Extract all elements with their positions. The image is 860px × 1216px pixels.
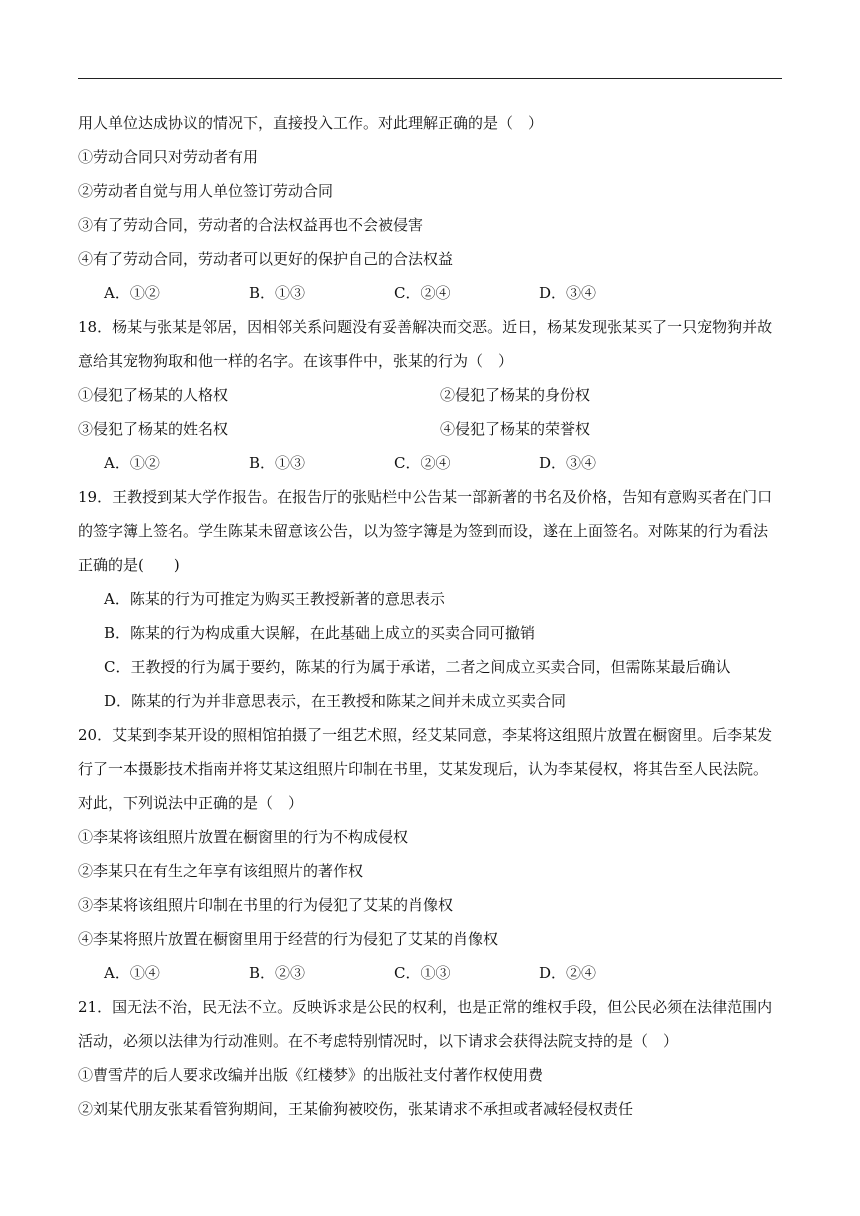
- option-c: C．王教授的行为属于要约，陈某的行为属于承诺，二者之间成立买卖合同，但需陈某最后确认: [104, 658, 731, 676]
- question-stem: 20．艾某到李某开设的照相馆拍摄了一组艺术照，经艾某同意，李某将这组照片放置在橱窗里。后李某发: [78, 726, 773, 744]
- option-c: C．①③: [394, 964, 451, 982]
- answer-options: [78, 446, 788, 480]
- option-a: A．陈某的行为可推定为购买王教授新著的意思表示: [104, 590, 445, 608]
- statement-row: [78, 378, 788, 412]
- question-stem: 正确的是( ): [78, 556, 180, 574]
- question-stem: 意给其宠物狗取和他一样的名字。在该事件中，张某的行为（ ）: [78, 352, 514, 370]
- statement-item: ②侵犯了杨某的身份权: [440, 386, 591, 404]
- question-stem: 用人单位达成协议的情况下，直接投入工作。对此理解正确的是（ ）: [78, 114, 544, 132]
- question-17: [78, 106, 788, 310]
- question-stem: 行了一本摄影技术指南并将艾某这组照片印制在书里，艾某发现后，认为李某侵权，将其告至人民法院。: [78, 760, 769, 778]
- question-stem: 活动，必须以法律为行动准则。在不考虑特别情况时，以下请求会获得法院支持的是（ ）: [78, 1032, 679, 1050]
- question-stem: 19．王教授到某大学作报告。在报告厅的张贴栏中公告某一部新著的书名及价格，告知有意购买者在门口: [78, 488, 773, 506]
- statement-item: ④李某将照片放置在橱窗里用于经营的行为侵犯了艾某的肖像权: [78, 930, 499, 948]
- question-20: [78, 718, 788, 990]
- statement-item: ①劳动合同只对劳动者有用: [78, 148, 259, 166]
- statement-item: ①曹雪芹的后人要求改编并出版《红楼梦》的出版社支付著作权使用费: [78, 1066, 544, 1084]
- answer-options: [78, 276, 788, 310]
- question-stem: 18．杨某与张某是邻居，因相邻关系问题没有妥善解决而交恶。近日，杨某发现张某买了一只宠物狗并故: [78, 318, 773, 336]
- statement-item: ③有了劳动合同，劳动者的合法权益再也不会被侵害: [78, 216, 424, 234]
- option-b: B．②③: [249, 964, 306, 982]
- option-a: A．①②: [104, 454, 160, 472]
- statement-item: ①李某将该组照片放置在橱窗里的行为不构成侵权: [78, 828, 409, 846]
- option-a: A．①②: [104, 284, 160, 302]
- exam-page: [78, 106, 788, 1126]
- option-b: B．①③: [249, 284, 306, 302]
- option-c: C．②④: [394, 454, 451, 472]
- statement-item: ③侵犯了杨某的姓名权: [78, 420, 229, 438]
- option-d: D．③④: [539, 454, 597, 472]
- question-19: [78, 480, 788, 718]
- question-21: [78, 990, 788, 1126]
- statement-item: ②刘某代朋友张某看管狗期间，王某偷狗被咬伤，张某请求不承担或者减轻侵权责任: [78, 1100, 634, 1118]
- question-stem: 的签字簿上签名。学生陈某未留意该公告，以为签字簿是为签到而设，遂在上面签名。对陈某的行为看法: [78, 522, 769, 540]
- question-stem: 21．国无法不治，民无法不立。反映诉求是公民的权利，也是正常的维权手段，但公民必须在法律范围内: [78, 998, 773, 1016]
- answer-options: [78, 956, 788, 990]
- statement-item: ④有了劳动合同，劳动者可以更好的保护自己的合法权益: [78, 250, 454, 268]
- header-rule: [78, 78, 782, 79]
- statement-item: ④侵犯了杨某的荣誉权: [440, 420, 591, 438]
- question-stem: 对此，下列说法中正确的是（ ）: [78, 794, 304, 812]
- option-d: D．②④: [539, 964, 597, 982]
- option-b: B．①③: [249, 454, 306, 472]
- question-18: [78, 310, 788, 480]
- option-a: A．①④: [104, 964, 160, 982]
- option-d: D．③④: [539, 284, 597, 302]
- statement-item: ②劳动者自觉与用人单位签订劳动合同: [78, 182, 334, 200]
- option-b: B．陈某的行为构成重大误解，在此基础上成立的买卖合同可撤销: [104, 624, 536, 642]
- statement-item: ③李某将该组照片印制在书里的行为侵犯了艾某的肖像权: [78, 896, 454, 914]
- option-c: C．②④: [394, 284, 451, 302]
- option-d: D．陈某的行为并非意思表示，在王教授和陈某之间并未成立买卖合同: [104, 692, 567, 710]
- statement-row: [78, 412, 788, 446]
- statement-item: ②李某只在有生之年享有该组照片的著作权: [78, 862, 364, 880]
- statement-item: ①侵犯了杨某的人格权: [78, 386, 229, 404]
